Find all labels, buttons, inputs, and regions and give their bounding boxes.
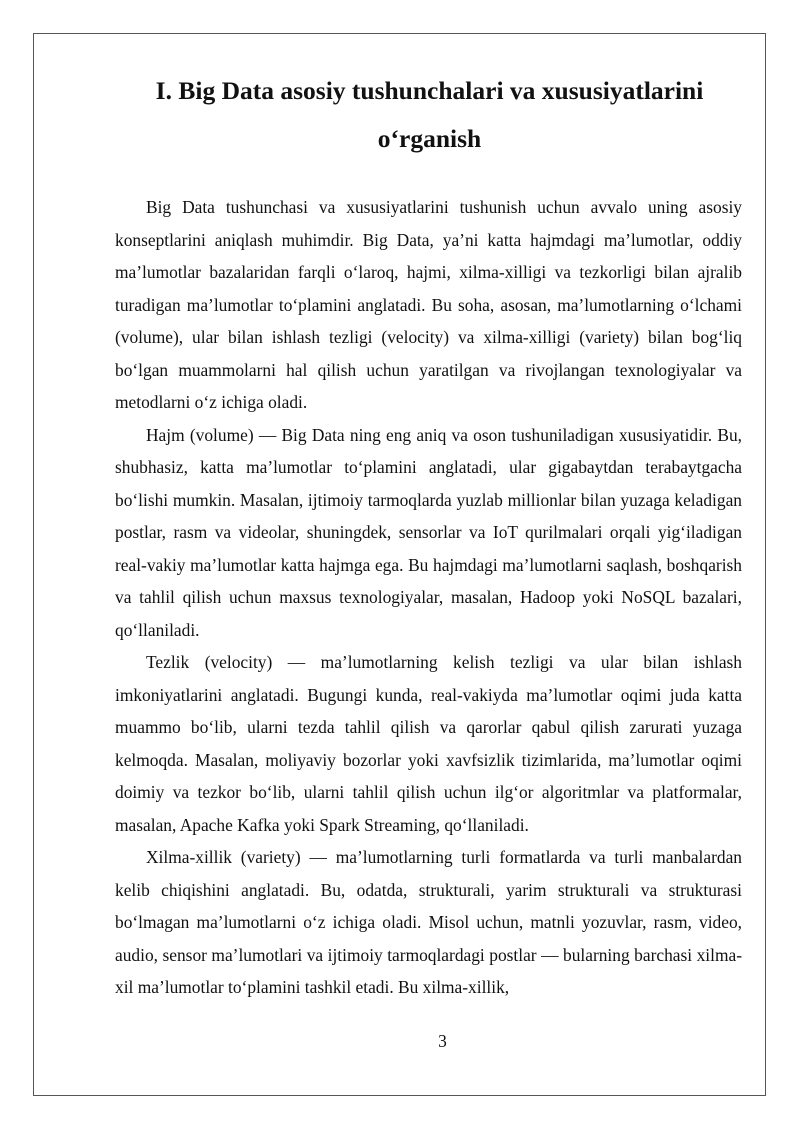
page-number: 3	[438, 1031, 447, 1051]
paragraph-intro: Big Data tushunchasi va xususiyatlarini tushunish uchun avvalo uning asosiy konseptlarini aniqlash muhimdir. Big Data, ya’ni katta hajmdagi ma’lumotlar, oddiy ma’lumotlar bazalaridan farqli o‘laroq, hajmi, xilma-xilligi va tezkorligi bilan ajralib turadigan ma’lumotlar to‘plamini anglatadi. Bu soha, asosan, ma’lumotlarning o‘lchami (volume), ular bilan ishlash tezligi (velocity) va xilma-xilligi (variety) bilan bog‘liq bo‘lgan muammolarni hal qilish uchun yaratilgan va rivojlangan texnologiyalar va metodlarni o‘z ichiga oladi.	[115, 197, 742, 412]
paragraph-variety: Xilma-xillik (variety) — ma’lumotlarning turli formatlarda va turli manbalardan kelib chiqishini anglatadi. Bu, odatda, strukturali, yarim strukturali va strukturasi bo‘lmagan ma’lumotlarni o‘z ichiga oladi. Misol uchun, matnli yozuvlar, rasm, video, audio, sensor ma’lumotlari va ijtimoiy tarmoqlardagi postlar — bularning barchasi xilma-xil ma’lumotlar to‘plamini tashkil etadi. Bu xilma-xillik,	[115, 847, 742, 997]
paragraph-volume: Hajm (volume) — Big Data ning eng aniq va oson tushuniladigan xususiyatidir. Bu, shubhasiz, katta ma’lumotlar to‘plamini anglatadi, ular gigabaytdan terabaytgacha bo‘lishi mumkin. Masalan, ijtimoiy tarmoqlarda yuzlab millionlar bilan yuzaga keladigan postlar, rasm va videolar, shuningdek, sensorlar va IoT qurilmalari orqali yig‘iladigan real-vakiy ma’lumotlar katta hajmga ega. Bu hajmdagi ma’lumotlarni saqlash, boshqarish va tahlil qilish uchun maxsus texnologiyalar, masalan, Hadoop yoki NoSQL bazalari, qo‘llaniladi.	[115, 424, 742, 640]
section-title-line-1: I. Big Data asosiy tushunchalari va xususiyatlarini	[155, 76, 704, 105]
body-text	[115, 191, 742, 1004]
paragraph-velocity: Tezlik (velocity) — ma’lumotlarning kelish tezligi va ular bilan ishlash imkoniyatlarini anglatadi. Bugungi kunda, real-vakiyda ma’lumotlar oqimi juda katta muammo bo‘lib, ularni tezda tahlil qilish va qarorlar qabul qilish zarurati yuzaga kelmoqda. Masalan, moliyaviy bozorlar yoki xavfsizlik tizimlarida, ma’lumotlar oqimi doimiy va tezkor bo‘lib, ularni tahlil qilish uchun ilg‘or algoritmlar va platformalar, masalan, Apache Kafka yoki Spark Streaming, qo‘llaniladi.	[115, 652, 742, 835]
section-title-line-2: o‘rganish	[377, 124, 482, 153]
